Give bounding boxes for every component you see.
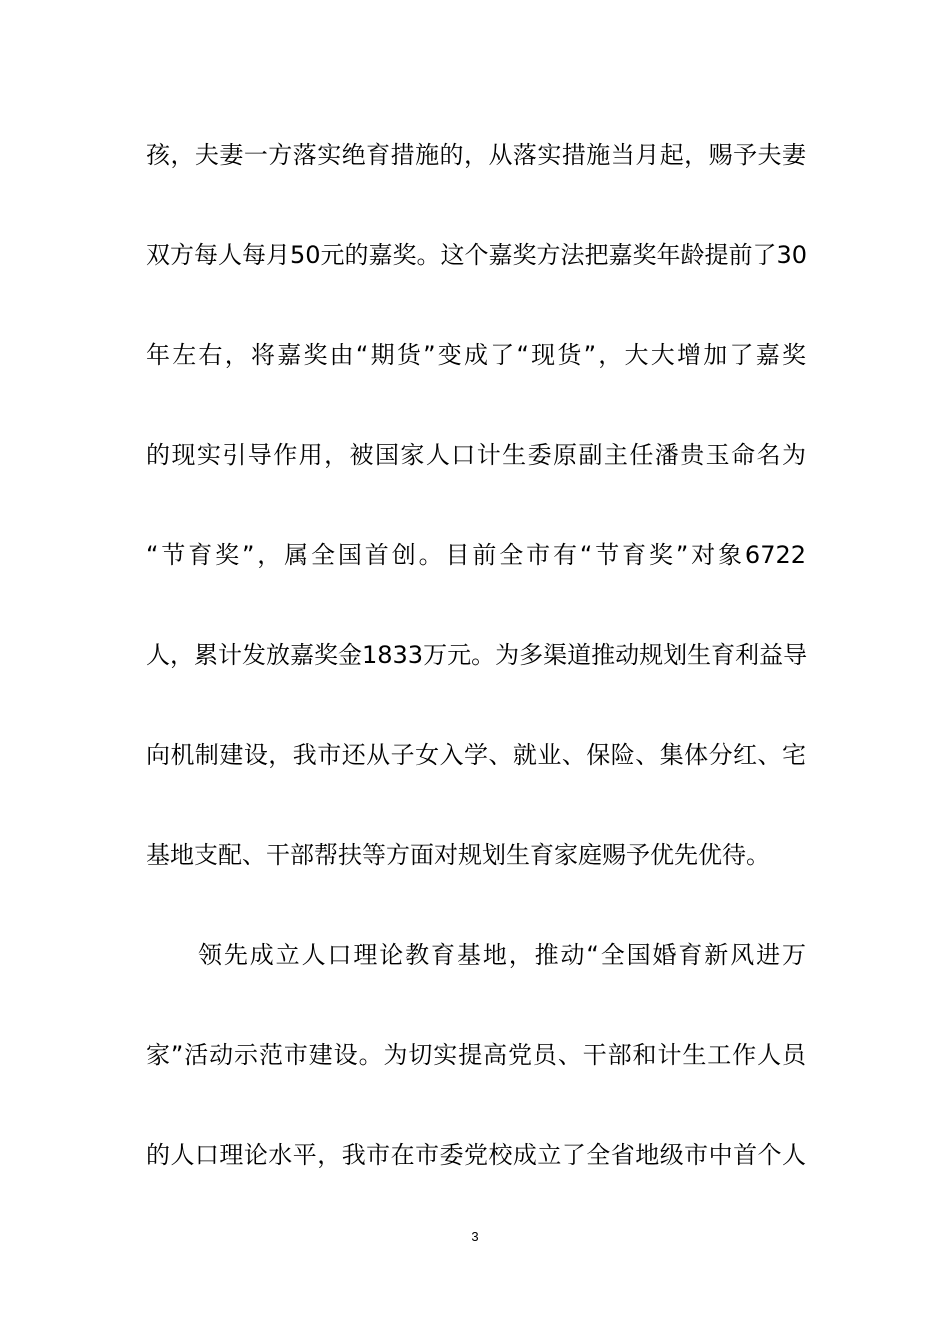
- text-line: 双方每人每月50元的嘉奖。这个嘉奖方法把嘉奖年龄提前了30: [146, 241, 808, 269]
- text-line-indented: 领先成立人口理论教育基地，推动“全国婚育新风进万: [198, 941, 806, 969]
- text-line: 向机制建设，我市还从子女入学、就业、保险、集体分红、宅: [146, 741, 806, 769]
- text-line: 的人口理论水平，我市在市委党校成立了全省地级市中首个人: [146, 1141, 806, 1169]
- text-line: 人，累计发放嘉奖金1833万元。为多渠道推动规划生育利益导: [146, 641, 808, 669]
- text-line: 的现实引导作用，被国家人口计生委原副主任潘贵玉命名为: [146, 441, 806, 469]
- text-line: 孩，夫妻一方落实绝育措施的，从落实措施当月起，赐予夫妻: [146, 141, 806, 169]
- text-line: “节育奖”，属全国首创。目前全市有“节育奖”对象6722: [146, 541, 806, 569]
- page-number: 3: [471, 1229, 479, 1244]
- text-line: 年左右，将嘉奖由“期货”变成了“现货”，大大增加了嘉奖: [146, 341, 806, 369]
- text-line: 基地支配、干部帮扶等方面对规划生育家庭赐予优先优待。: [146, 841, 770, 869]
- text-line: 家”活动示范市建设。为切实提高党员、干部和计生工作人员: [146, 1041, 806, 1069]
